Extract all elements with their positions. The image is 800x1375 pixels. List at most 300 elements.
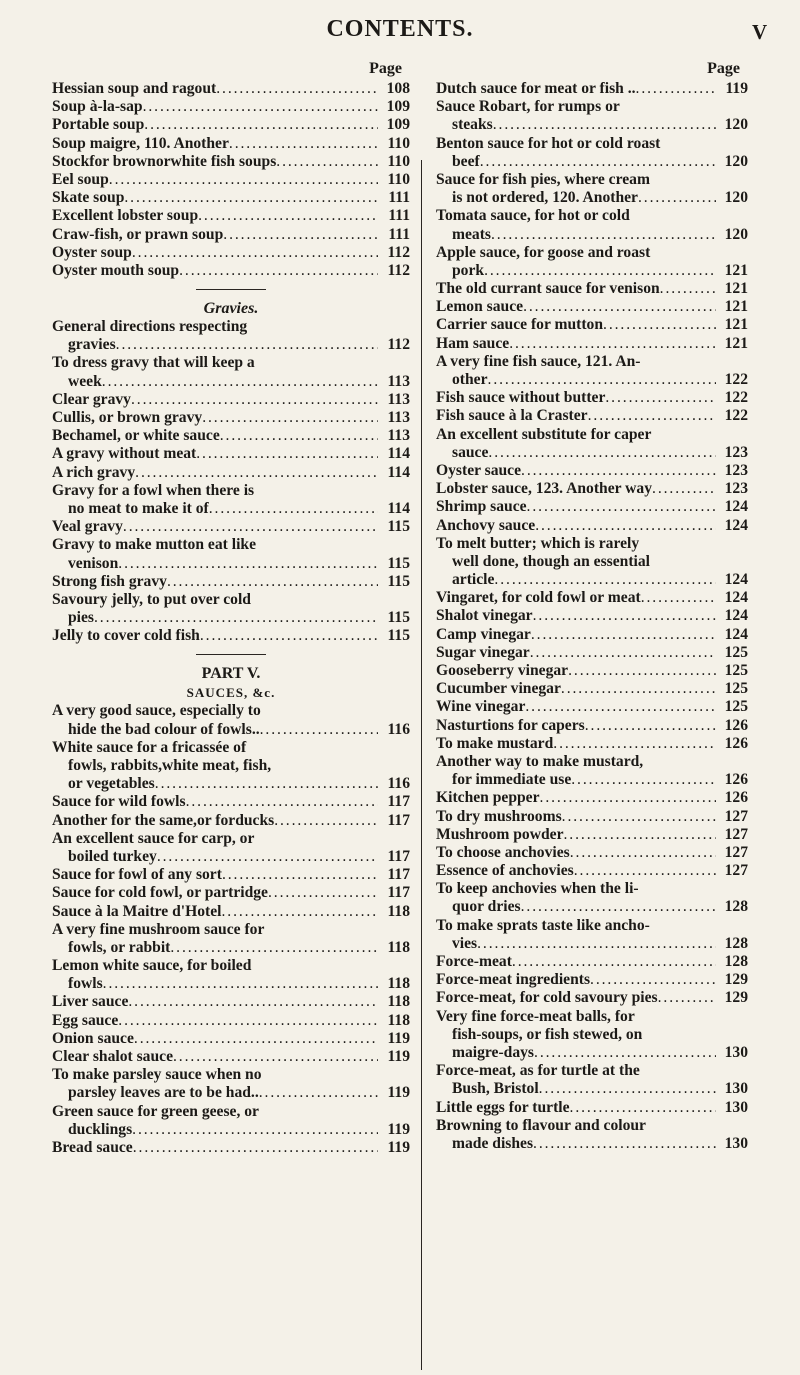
leader-dots — [209, 500, 378, 518]
page-number: 124 — [724, 498, 748, 516]
toc-entry — [52, 445, 410, 463]
page-number: 121 — [724, 298, 748, 316]
contents-column-right — [436, 58, 748, 1153]
toc-entry-line: Savoury jelly, to put over cold — [52, 590, 251, 608]
toc-entry-line: An excellent substitute for caper — [436, 425, 652, 443]
leader-dots — [220, 427, 378, 445]
toc-entry — [436, 244, 748, 280]
page-number: 123 — [724, 443, 748, 461]
leader-dots — [525, 698, 716, 716]
page-number: 111 — [388, 225, 410, 243]
leader-dots — [491, 226, 716, 244]
page-number: 127 — [724, 807, 748, 825]
page-number: 119 — [387, 1120, 410, 1138]
leader-dots — [200, 627, 378, 645]
page-number: 124 — [724, 625, 748, 643]
entry-title: vies — [452, 934, 478, 952]
entry-title: To choose anchovies — [436, 843, 570, 861]
page-number: 128 — [724, 934, 748, 952]
page-number: 121 — [724, 280, 748, 298]
leader-dots — [512, 953, 716, 971]
entry-title: parsley leaves are to be had.. — [68, 1084, 259, 1102]
toc-entry-line — [52, 555, 410, 573]
toc-entry — [436, 917, 748, 953]
page-number: 127 — [724, 843, 748, 861]
page-number: 112 — [387, 261, 410, 279]
leader-dots — [570, 844, 716, 862]
page-number: 110 — [387, 134, 410, 152]
toc-entry — [436, 462, 748, 480]
page-number: 119 — [387, 1084, 410, 1102]
toc-entry — [52, 482, 410, 518]
toc-entry — [52, 866, 410, 884]
toc-entry — [436, 171, 748, 207]
entry-title: Wine vinegar — [436, 698, 526, 716]
toc-entry — [436, 680, 748, 698]
leader-dots — [179, 262, 378, 280]
entry-title: meats — [452, 225, 491, 243]
toc-entry — [436, 298, 748, 316]
entry-title: maigre-days — [452, 1043, 535, 1061]
entry-title: Stockfor brownorwhite fish soups — [52, 152, 277, 170]
entry-title: Another for the same,or forducks — [52, 811, 275, 829]
page-number: 111 — [388, 189, 410, 207]
toc-entry-line — [436, 298, 748, 316]
toc-entry — [436, 407, 748, 425]
entry-title: Dutch sauce for meat or fish .. — [436, 80, 636, 97]
toc-entry-line — [436, 771, 748, 789]
leader-dots — [562, 808, 716, 826]
leader-dots — [488, 371, 716, 389]
entry-title: Anchovy sauce — [436, 516, 536, 534]
entry-title: venison — [68, 554, 119, 572]
entry-title: fowls — [68, 975, 103, 993]
toc-entry — [436, 335, 748, 353]
entry-title: Portable soup — [52, 116, 145, 134]
page-number: 119 — [387, 1048, 410, 1065]
toc-entry — [52, 1139, 410, 1157]
part-subheading: SAUCES, &c. — [186, 685, 276, 701]
page-number: 121 — [724, 334, 748, 352]
page-number: 130 — [724, 1080, 748, 1098]
leader-dots — [509, 335, 716, 353]
leader-dots — [484, 262, 716, 280]
page-number: 119 — [725, 80, 748, 97]
leader-dots — [590, 971, 716, 989]
toc-entry-line: To melt butter; which is rarely — [436, 534, 640, 552]
leader-dots — [223, 226, 378, 244]
leader-dots — [198, 207, 378, 225]
page-number: 126 — [724, 734, 748, 752]
toc-entry-line — [52, 1030, 410, 1048]
page-number: 109 — [386, 98, 410, 116]
entry-title: Sugar vinegar — [436, 643, 530, 661]
leader-dots — [102, 373, 378, 391]
toc-entry-line — [436, 1080, 748, 1098]
toc-entry-line — [52, 573, 410, 591]
entry-title: Veal gravy — [52, 518, 123, 536]
page-number: 124 — [724, 589, 748, 607]
toc-entry — [52, 171, 410, 189]
leader-dots — [268, 884, 378, 902]
leader-dots — [570, 1099, 716, 1117]
page-number: 119 — [387, 1029, 410, 1047]
entry-title: The old currant sauce for venison — [436, 280, 660, 298]
page-number: 130 — [724, 1098, 748, 1116]
toc-entry-line — [436, 444, 748, 462]
toc-entry-line — [52, 409, 410, 427]
leader-dots — [641, 589, 716, 607]
leader-dots — [170, 939, 378, 957]
toc-entry-line — [436, 116, 748, 134]
toc-entry-line — [52, 775, 410, 793]
toc-entry-line: Another way to make mustard, — [436, 752, 644, 770]
leader-dots — [564, 826, 717, 844]
leader-dots — [123, 518, 378, 536]
page-number: 113 — [387, 390, 410, 408]
entry-title: Hessian soup and ragout — [52, 80, 217, 97]
toc-entry-line — [52, 226, 410, 244]
toc-entry — [436, 644, 748, 662]
page-number: 118 — [387, 938, 410, 956]
toc-entry-line — [436, 644, 748, 662]
entry-title: Cullis, or brown gravy — [52, 409, 203, 426]
toc-entry — [436, 316, 748, 334]
toc-entry — [436, 1099, 748, 1117]
page-number: 117 — [387, 811, 410, 829]
page-number: 122 — [724, 371, 748, 388]
toc-entry-line — [52, 627, 410, 645]
toc-entry-line: Gravy for a fowl when there is — [52, 481, 255, 499]
toc-entry-line — [52, 135, 410, 153]
entry-title: Camp vinegar — [436, 625, 531, 643]
leader-dots — [493, 116, 716, 134]
page-number: 130 — [724, 1043, 748, 1061]
toc-entry-line: Tomata sauce, for hot or cold — [436, 207, 630, 225]
toc-entry-line — [52, 116, 410, 134]
leader-dots — [561, 680, 716, 698]
page-number: 115 — [387, 609, 410, 627]
entry-title: Egg sauce — [52, 1011, 119, 1029]
leader-dots — [260, 721, 378, 739]
entry-title: Lemon sauce — [436, 298, 524, 316]
entry-title: Fish sauce à la Craster — [436, 407, 588, 425]
leader-dots — [134, 1030, 378, 1048]
toc-entry — [436, 1062, 748, 1098]
page-number: 128 — [724, 898, 748, 916]
section-divider — [196, 654, 266, 655]
leader-dots — [534, 1044, 716, 1062]
entry-title: Carrier sauce for mutton — [436, 316, 604, 334]
entry-title: Liver sauce — [52, 993, 129, 1011]
toc-entry — [436, 971, 748, 989]
toc-entry-line — [52, 464, 410, 482]
toc-entry — [52, 957, 410, 993]
page-number: 113 — [387, 427, 410, 445]
entry-title: article — [452, 571, 495, 589]
leader-dots — [276, 153, 378, 171]
leader-dots — [155, 775, 378, 793]
toc-entry-line — [52, 1012, 410, 1030]
page-number: 123 — [724, 480, 748, 498]
leader-dots — [535, 517, 716, 535]
entry-title: Bread sauce — [52, 1138, 133, 1156]
leader-dots — [533, 1135, 716, 1153]
toc-entry-line — [52, 993, 410, 1011]
toc-entry — [52, 354, 410, 390]
toc-entry-line — [52, 884, 410, 902]
toc-entry-line: To dress gravy that will keep a — [52, 354, 255, 372]
toc-entry-line: Very fine force-meat balls, for — [436, 1007, 635, 1025]
toc-entry-line — [52, 609, 410, 627]
toc-entry-line — [52, 1048, 410, 1066]
toc-entry-line: A very fine fish sauce, 121. An- — [436, 352, 641, 370]
page-number: 117 — [387, 847, 410, 865]
page-number: 114 — [387, 445, 410, 463]
toc-entry — [436, 826, 748, 844]
toc-entry — [52, 884, 410, 902]
toc-entry-line: Green sauce for green geese, or — [52, 1102, 259, 1120]
leader-dots — [553, 735, 716, 753]
entry-title: is not ordered, 120. Another — [452, 189, 638, 207]
entry-title: gravies — [68, 336, 116, 354]
entry-title: sauce — [452, 443, 489, 461]
leader-dots — [116, 336, 378, 354]
page-number: 121 — [724, 316, 748, 334]
page-number: 118 — [387, 1011, 410, 1029]
toc-entry-line: An excellent sauce for carp, or — [52, 829, 255, 847]
leader-dots — [527, 498, 716, 516]
entry-title: quor dries — [452, 898, 521, 916]
entry-title: ducklings — [68, 1120, 133, 1138]
toc-entry-line — [436, 680, 748, 698]
toc-entry-line — [436, 789, 748, 807]
page-number: 115 — [387, 572, 410, 590]
entry-title: A gravy without meat — [52, 445, 197, 463]
toc-entry-line — [52, 939, 410, 957]
leader-dots — [118, 1012, 378, 1030]
toc-entry — [52, 244, 410, 262]
toc-entry — [436, 626, 748, 644]
toc-entry — [436, 753, 748, 789]
toc-entry — [436, 789, 748, 807]
toc-entry — [52, 318, 410, 354]
entry-title: Vingaret, for cold fowl or meat — [436, 589, 641, 607]
entry-title: Soup maigre, 110. Another — [52, 134, 229, 152]
toc-entry-line — [52, 1139, 410, 1157]
leader-dots — [103, 975, 378, 993]
toc-entry — [52, 98, 410, 116]
entry-title: Shalot vinegar — [436, 607, 533, 625]
toc-entry-line: White sauce for a fricassée of — [52, 738, 247, 756]
toc-entry-line: Sauce Robart, for rumps or — [436, 98, 620, 116]
toc-entry — [436, 717, 748, 735]
toc-entry — [52, 812, 410, 830]
entry-title: Craw-fish, or prawn soup — [52, 225, 224, 243]
toc-entry — [52, 409, 410, 427]
part-heading: PART V. — [201, 665, 261, 683]
toc-entry-line — [436, 1044, 748, 1062]
toc-entry-line — [436, 189, 748, 207]
toc-entry-line — [436, 389, 748, 407]
toc-entry — [52, 536, 410, 572]
leader-dots — [603, 316, 716, 334]
toc-entry — [436, 1008, 748, 1063]
entry-title: Oyster soup — [52, 243, 132, 261]
toc-entry-line: Gravy to make mutton eat like — [52, 536, 256, 554]
toc-entry — [436, 953, 748, 971]
entry-title: A rich gravy — [52, 463, 136, 481]
toc-entry-line — [52, 721, 410, 739]
page-number: 109 — [386, 116, 410, 134]
toc-entry-line: Apple sauce, for goose and roast — [436, 243, 651, 261]
page-number: 125 — [724, 643, 748, 661]
page-number: 110 — [387, 170, 410, 188]
toc-entry — [436, 662, 748, 680]
toc-entry — [436, 517, 748, 535]
page-number: 117 — [387, 884, 410, 902]
page-number: 113 — [387, 409, 410, 426]
page-number: 128 — [724, 953, 748, 970]
toc-entry-line — [436, 407, 748, 425]
leader-dots — [588, 407, 716, 425]
toc-entry-line — [436, 862, 748, 880]
toc-entry-line — [52, 848, 410, 866]
entry-title: Skate soup — [52, 189, 125, 207]
toc-entry-line — [436, 826, 748, 844]
page-number: 111 — [388, 207, 410, 225]
toc-entry-line — [52, 903, 410, 921]
page-title: CONTENTS. — [326, 16, 474, 42]
entry-title: Sauce for wild fowls — [52, 793, 186, 811]
toc-entry-line: To make sprats taste like ancho- — [436, 916, 650, 934]
toc-entry — [436, 862, 748, 880]
toc-entry — [52, 702, 410, 738]
leader-dots — [652, 480, 716, 498]
leader-dots — [477, 935, 716, 953]
page-column-label: Page — [707, 60, 740, 77]
toc-entry-line — [52, 171, 410, 189]
page-number: 126 — [724, 771, 748, 789]
toc-entry-line — [52, 189, 410, 207]
page-number: 112 — [387, 336, 410, 354]
toc-entry-line — [436, 844, 748, 862]
leader-dots — [202, 409, 378, 427]
toc-entry-line — [436, 480, 748, 498]
page-number: 127 — [724, 825, 748, 843]
toc-entry-line: Benton sauce for hot or cold roast — [436, 134, 661, 152]
toc-entry-line: To make parsley sauce when no — [52, 1066, 262, 1084]
toc-entry-line — [436, 898, 748, 916]
toc-entry-line — [436, 262, 748, 280]
leader-dots — [94, 609, 378, 627]
toc-entry — [436, 535, 748, 590]
entry-title: Force-meat ingredients — [436, 971, 591, 989]
leader-dots — [488, 444, 716, 462]
toc-entry — [52, 464, 410, 482]
toc-entry — [52, 739, 410, 794]
entry-title: boiled turkey — [68, 847, 157, 865]
leader-dots — [135, 464, 378, 482]
leader-dots — [521, 462, 716, 480]
toc-entry — [52, 153, 410, 171]
leader-dots — [229, 135, 378, 153]
entry-title: Essence of anchovies — [436, 862, 574, 880]
column-divider — [421, 160, 422, 1370]
page-number: 126 — [724, 716, 748, 734]
leader-dots — [636, 80, 716, 98]
toc-entry — [436, 207, 748, 243]
entry-title: Mushroom powder — [436, 825, 564, 843]
leader-dots — [531, 626, 716, 644]
page-number: 122 — [724, 407, 748, 425]
toc-entry-line — [436, 935, 748, 953]
toc-entry-line — [436, 153, 748, 171]
leader-dots — [216, 80, 378, 98]
toc-entry — [436, 480, 748, 498]
entry-title: Strong fish gravy — [52, 572, 167, 590]
section-divider — [196, 289, 266, 290]
leader-dots — [173, 1048, 378, 1066]
page-number: 115 — [387, 627, 410, 645]
leader-dots — [118, 555, 378, 573]
toc-entry — [52, 207, 410, 225]
toc-entry — [436, 880, 748, 916]
page-number: 117 — [387, 866, 410, 884]
toc-entry-line — [52, 98, 410, 116]
toc-entry — [52, 262, 410, 280]
toc-entry-line — [436, 735, 748, 753]
toc-entry — [436, 607, 748, 625]
toc-entry-line — [436, 953, 748, 971]
toc-entry-line: Force-meat, as for turtle at the — [436, 1062, 640, 1080]
leader-dots — [658, 989, 716, 1007]
entry-title: hide the bad colour of fowls.. — [68, 720, 260, 738]
toc-entry-line — [436, 335, 748, 353]
entry-title: Jelly to cover cold fish — [52, 627, 200, 645]
entry-title: Eel soup — [52, 170, 109, 188]
entry-title: Oyster sauce — [436, 461, 522, 479]
leader-dots — [480, 153, 716, 171]
leader-dots — [132, 1121, 378, 1139]
entry-title: Clear gravy — [52, 390, 131, 408]
toc-entry — [436, 1117, 748, 1153]
entry-title: Sauce for fowl of any sort — [52, 866, 222, 884]
page-column-label: Page — [369, 60, 402, 77]
toc-entry — [52, 1030, 410, 1048]
page-number: 110 — [387, 152, 410, 170]
entry-title: for immediate use — [452, 771, 572, 789]
leader-dots — [157, 848, 378, 866]
toc-entry-line: fowls, rabbits,white meat, fish, — [68, 757, 272, 774]
leader-dots — [533, 607, 716, 625]
toc-entry-line: fish-soups, or fish stewed, on — [452, 1025, 643, 1043]
leader-dots — [568, 662, 716, 680]
leader-dots — [167, 573, 378, 591]
toc-entry-line: well done, though an essential — [452, 552, 650, 570]
toc-entry — [52, 427, 410, 445]
toc-entry-line: Lemon white sauce, for boiled — [52, 957, 252, 975]
toc-entry-line — [436, 226, 748, 244]
contents-column-left — [52, 58, 410, 1157]
toc-entry-line: A very good sauce, especially to — [52, 702, 261, 720]
toc-entry — [52, 80, 410, 98]
page-number: 116 — [387, 775, 410, 793]
entry-title: Nasturtions for capers — [436, 716, 585, 734]
page-signature-mark: V — [752, 20, 768, 44]
toc-entry — [52, 518, 410, 536]
toc-entry — [52, 1103, 410, 1139]
